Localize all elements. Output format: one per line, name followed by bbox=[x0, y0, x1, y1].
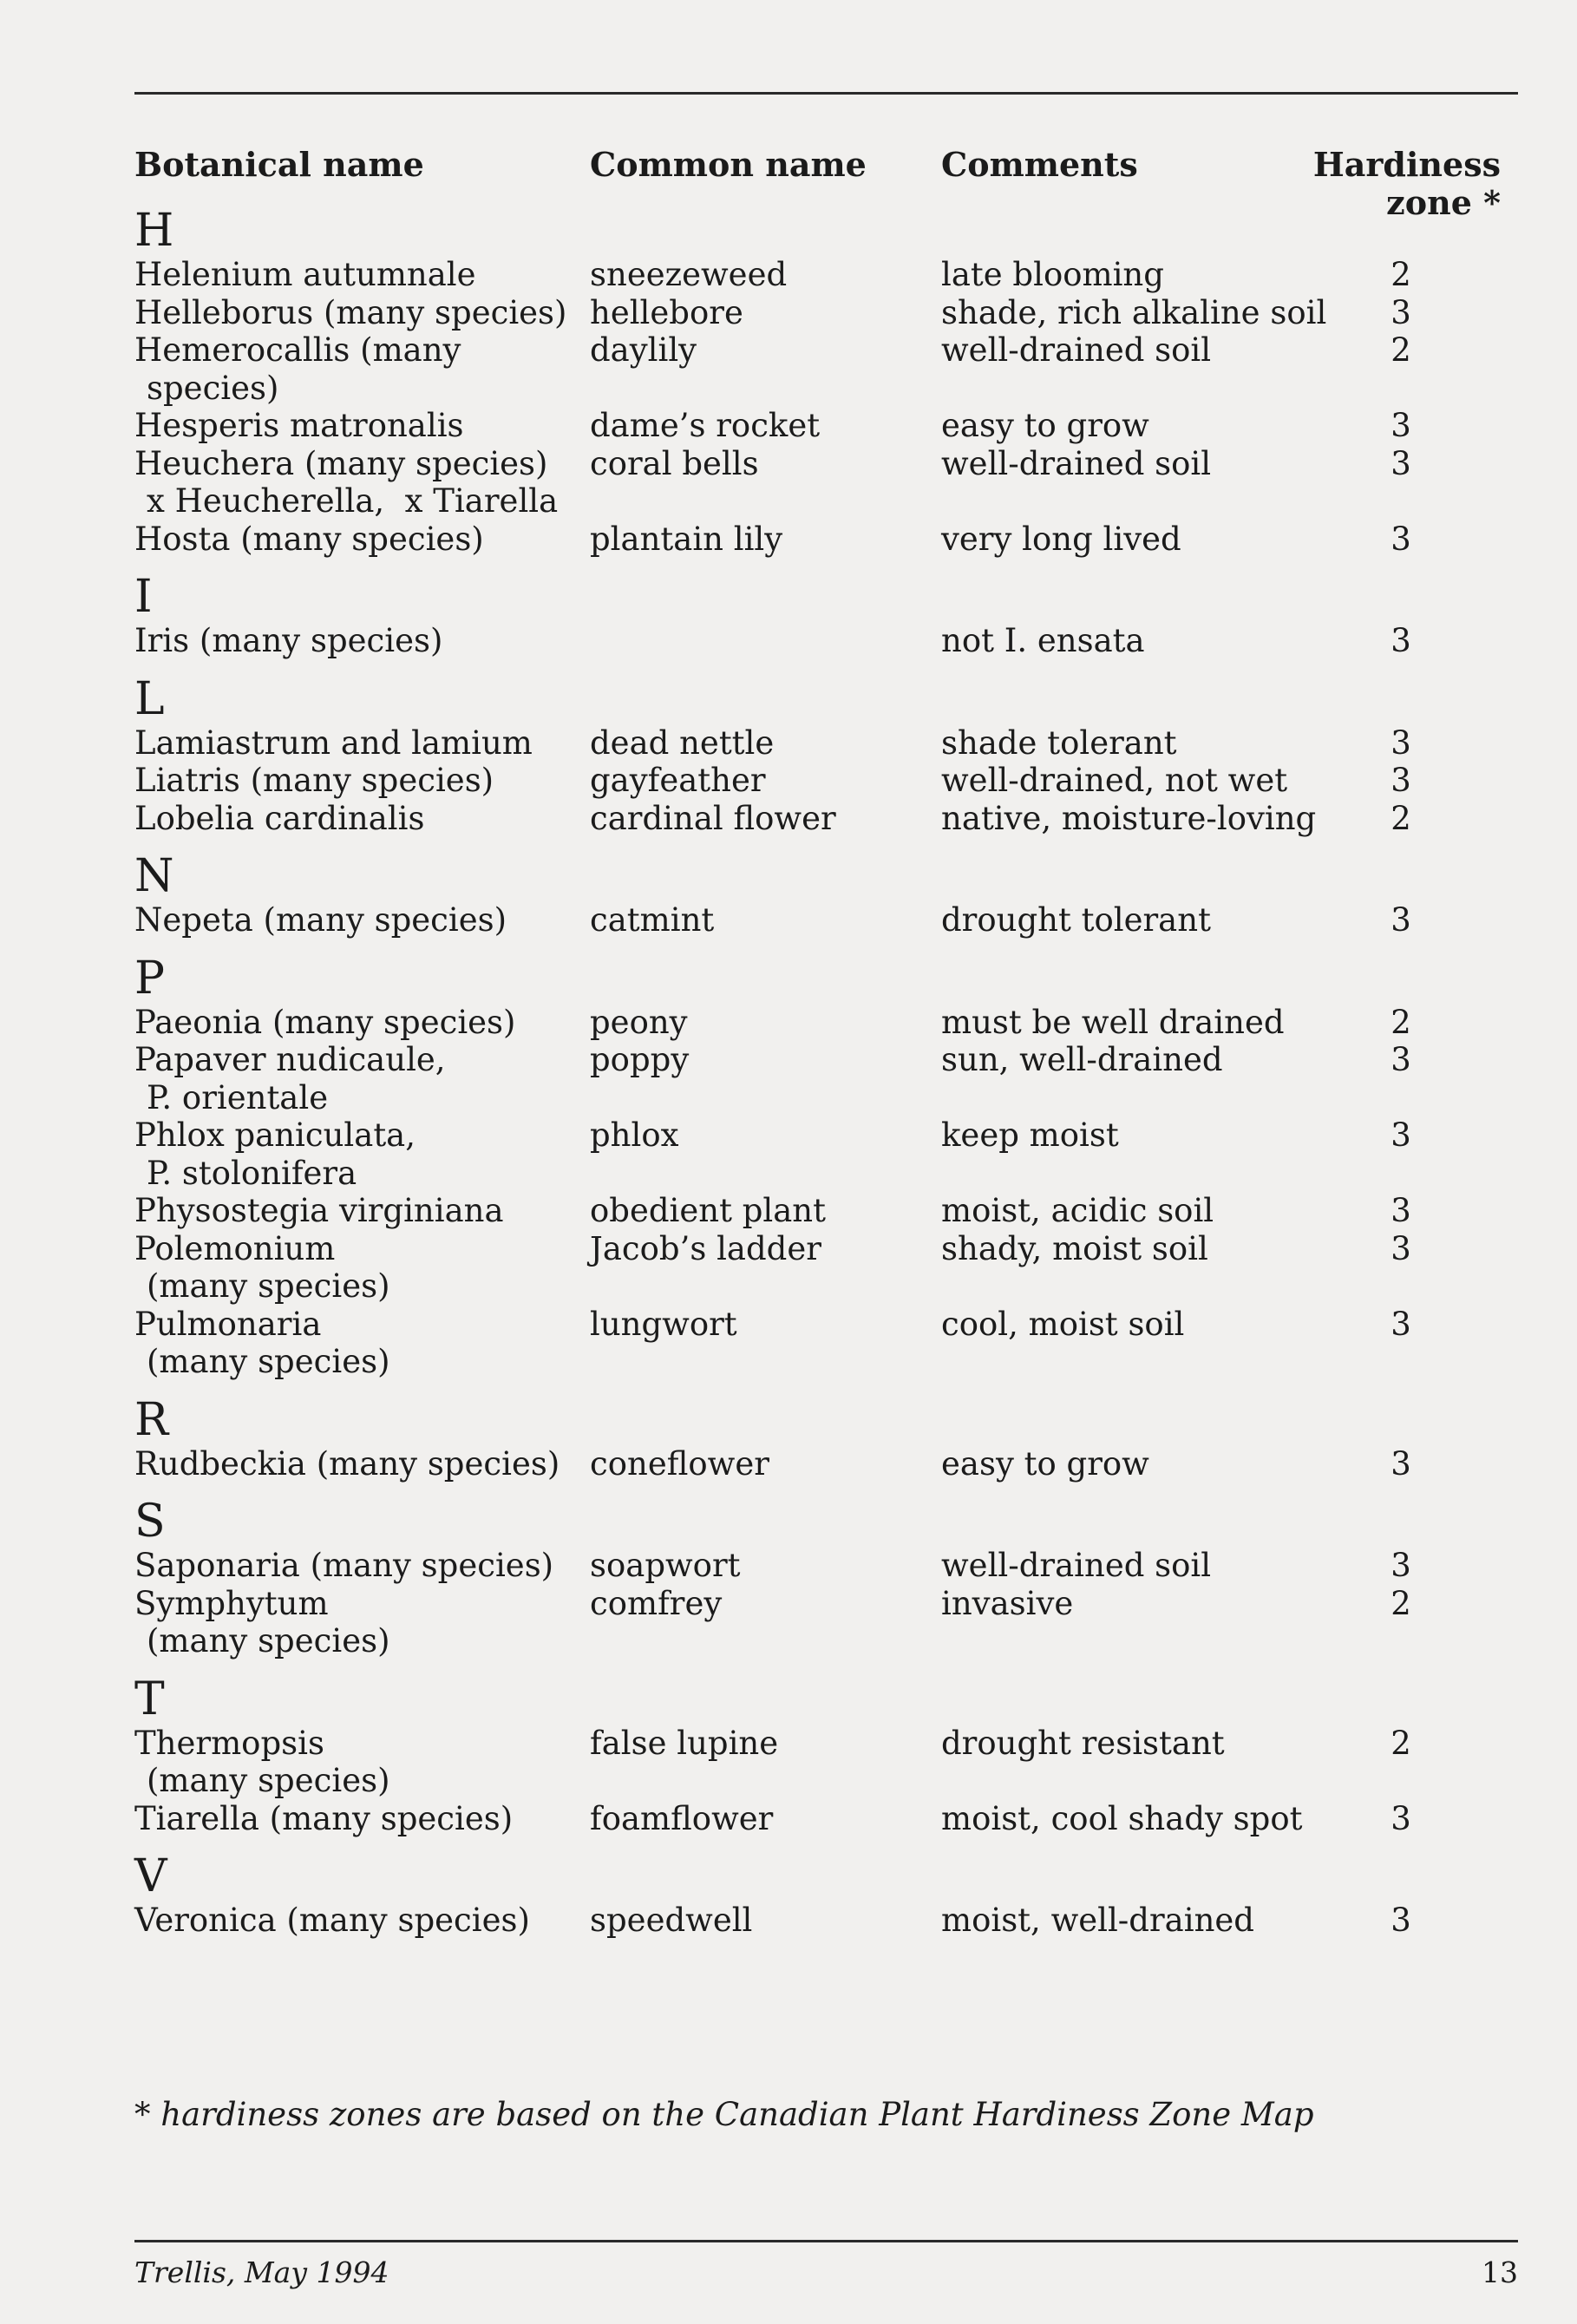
header-comments: Comments bbox=[941, 145, 1138, 184]
section-s bbox=[134, 1496, 1522, 1660]
table-row bbox=[134, 256, 1522, 294]
botanical-name-line: Heuchera (many species) bbox=[134, 444, 548, 482]
hardiness-zone: 3 bbox=[1391, 1041, 1411, 1078]
section-letter: T bbox=[134, 1673, 165, 1725]
botanical-name bbox=[134, 1116, 586, 1192]
common-name: false lupine bbox=[590, 1724, 779, 1762]
section-letter: R bbox=[134, 1393, 169, 1446]
comment: native, moisture-loving bbox=[941, 799, 1317, 837]
header-botanical-name: Botanical name bbox=[134, 145, 424, 184]
table-row bbox=[134, 622, 1522, 660]
botanical-name-continuation: (many species) bbox=[147, 1762, 390, 1799]
common-name: soapwort bbox=[590, 1547, 741, 1584]
botanical-name-line: Saponaria (many species) bbox=[134, 1547, 554, 1584]
section-v bbox=[134, 1851, 1522, 1940]
top-rule bbox=[134, 92, 1518, 95]
botanical-name-line: Lobelia cardinalis bbox=[134, 799, 425, 837]
table-row bbox=[134, 1004, 1522, 1042]
common-name: daylily bbox=[590, 331, 697, 369]
comment: well-drained soil bbox=[941, 1547, 1212, 1584]
comment: very long lived bbox=[941, 520, 1181, 558]
botanical-name-line: Symphytum bbox=[134, 1584, 329, 1622]
hardiness-zone: 3 bbox=[1391, 1305, 1411, 1343]
table-row bbox=[134, 1725, 1522, 1800]
hardiness-zone: 3 bbox=[1391, 520, 1411, 558]
hardiness-zone: 2 bbox=[1391, 799, 1411, 837]
hardiness-zone: 3 bbox=[1391, 1902, 1411, 1939]
botanical-name bbox=[134, 762, 586, 800]
section-letter: P bbox=[134, 952, 165, 1005]
table-row bbox=[134, 1547, 1522, 1585]
table-row bbox=[134, 1445, 1522, 1483]
botanical-name-line: Paeonia (many species) bbox=[134, 1003, 516, 1041]
comment: drought resistant bbox=[941, 1724, 1225, 1762]
header-common-name: Common name bbox=[590, 145, 867, 184]
table-row bbox=[134, 800, 1522, 838]
comment: well-drained soil bbox=[941, 444, 1212, 482]
botanical-name bbox=[134, 1041, 586, 1116]
header-hardiness-line1: Hardiness bbox=[1312, 145, 1501, 184]
botanical-name bbox=[134, 445, 586, 520]
botanical-name-line: Lamiastrum and lamium bbox=[134, 723, 533, 762]
table-row bbox=[134, 1041, 1522, 1116]
section-letter: S bbox=[134, 1496, 166, 1548]
table-row bbox=[134, 1116, 1522, 1192]
botanical-name-line: Helleborus (many species) bbox=[134, 293, 567, 331]
comment: late blooming bbox=[941, 256, 1164, 293]
botanical-name-line: Tiarella (many species) bbox=[134, 1799, 514, 1837]
botanical-name bbox=[134, 1725, 586, 1800]
table-row bbox=[134, 724, 1522, 763]
hardiness-zone: 3 bbox=[1391, 622, 1411, 659]
hardiness-zone: 2 bbox=[1391, 1003, 1411, 1041]
section-letter: I bbox=[134, 571, 153, 623]
footnote: * hardiness zones are based on the Canadian Plant Hardiness Zone Map bbox=[134, 2096, 1314, 2133]
comment: well-drained, not wet bbox=[941, 762, 1288, 799]
common-name: Jacob’s ladder bbox=[590, 1229, 821, 1267]
comment: keep moist bbox=[941, 1116, 1119, 1154]
botanical-name bbox=[134, 1585, 586, 1660]
hardiness-zone: 3 bbox=[1391, 1192, 1411, 1229]
botanical-name-continuation: P. stolonifera bbox=[147, 1154, 357, 1192]
common-name: foamflower bbox=[590, 1799, 774, 1837]
comment: moist, cool shady spot bbox=[941, 1799, 1303, 1837]
hardiness-zone: 3 bbox=[1391, 723, 1411, 762]
common-name: dead nettle bbox=[590, 723, 775, 762]
botanical-name-continuation: P. orientale bbox=[147, 1078, 329, 1116]
table-row bbox=[134, 407, 1522, 445]
section-l bbox=[134, 674, 1522, 838]
comment: shade tolerant bbox=[941, 723, 1177, 762]
comment: shady, moist soil bbox=[941, 1229, 1208, 1267]
botanical-name bbox=[134, 1306, 586, 1381]
table-row bbox=[134, 901, 1522, 939]
section-letter: L bbox=[134, 672, 165, 725]
comment: moist, well-drained bbox=[941, 1902, 1254, 1939]
botanical-name bbox=[134, 256, 586, 294]
hardiness-zone: 2 bbox=[1391, 1724, 1411, 1762]
botanical-name-line: Physostegia virginiana bbox=[134, 1192, 504, 1229]
common-name: gayfeather bbox=[590, 762, 766, 799]
common-name: coneflower bbox=[590, 1444, 769, 1483]
botanical-name-continuation: (many species) bbox=[147, 1267, 390, 1305]
section-letter: H bbox=[134, 205, 174, 257]
botanical-name-line: Iris (many species) bbox=[134, 622, 443, 659]
section-p bbox=[134, 953, 1522, 1381]
table-row bbox=[134, 331, 1522, 407]
botanical-name-line: Liatris (many species) bbox=[134, 762, 494, 799]
hardiness-zone: 3 bbox=[1391, 444, 1411, 482]
common-name: coral bells bbox=[590, 444, 759, 482]
common-name: lungwort bbox=[590, 1305, 737, 1343]
section-n bbox=[134, 851, 1522, 939]
botanical-name-line: Hesperis matronalis bbox=[134, 407, 464, 444]
comment: shade, rich alkaline soil bbox=[941, 293, 1327, 331]
header-hardiness-line2: zone * bbox=[1386, 183, 1501, 222]
hardiness-zone: 3 bbox=[1391, 762, 1411, 799]
hardiness-zone: 3 bbox=[1391, 1444, 1411, 1483]
comment: easy to grow bbox=[941, 407, 1149, 444]
section-i bbox=[134, 572, 1522, 660]
hardiness-zone: 3 bbox=[1391, 1116, 1411, 1154]
table-row bbox=[134, 520, 1522, 559]
botanical-name-continuation: x Heucherella, x Tiarella bbox=[147, 482, 559, 520]
common-name: sneezeweed bbox=[590, 256, 788, 293]
hardiness-zone: 3 bbox=[1391, 1229, 1411, 1267]
table-row bbox=[134, 445, 1522, 520]
botanical-name-line: Phlox paniculata, bbox=[134, 1116, 416, 1154]
botanical-name-line: Papaver nudicaule, bbox=[134, 1041, 446, 1078]
comment: must be well drained bbox=[941, 1003, 1285, 1041]
hardiness-zone: 2 bbox=[1391, 256, 1411, 293]
botanical-name bbox=[134, 622, 586, 660]
common-name: cardinal flower bbox=[590, 799, 836, 837]
botanical-name bbox=[134, 331, 586, 407]
comment: not I. ensata bbox=[941, 622, 1145, 659]
botanical-name-line: Hosta (many species) bbox=[134, 520, 484, 558]
comment: easy to grow bbox=[941, 1444, 1149, 1483]
hardiness-zone: 3 bbox=[1391, 1799, 1411, 1837]
common-name: comfrey bbox=[590, 1584, 723, 1622]
hardiness-zone: 3 bbox=[1391, 293, 1411, 331]
botanical-name bbox=[134, 1902, 586, 1940]
botanical-name bbox=[134, 407, 586, 445]
common-name: plantain lily bbox=[590, 520, 783, 558]
table-row bbox=[134, 1192, 1522, 1230]
botanical-name-line: Veronica (many species) bbox=[134, 1902, 530, 1939]
plant-table bbox=[134, 206, 1522, 1954]
common-name: obedient plant bbox=[590, 1192, 827, 1229]
comment: invasive bbox=[941, 1584, 1074, 1622]
comment: drought tolerant bbox=[941, 901, 1211, 939]
hardiness-zone: 2 bbox=[1391, 1584, 1411, 1622]
comment: well-drained soil bbox=[941, 331, 1212, 369]
page-number: 13 bbox=[1482, 2255, 1518, 2289]
hardiness-zone: 3 bbox=[1391, 407, 1411, 444]
publication-footer: Trellis, May 1994 bbox=[134, 2255, 389, 2289]
comment: moist, acidic soil bbox=[941, 1192, 1214, 1229]
comment: sun, well-drained bbox=[941, 1041, 1223, 1078]
section-letter: N bbox=[134, 850, 174, 902]
botanical-name bbox=[134, 520, 586, 559]
table-row bbox=[134, 1902, 1522, 1940]
botanical-name bbox=[134, 1445, 586, 1483]
common-name: hellebore bbox=[590, 293, 743, 331]
hardiness-zone: 2 bbox=[1391, 331, 1411, 369]
section-h bbox=[134, 206, 1522, 558]
hardiness-zone: 3 bbox=[1391, 901, 1411, 939]
botanical-name bbox=[134, 1230, 586, 1306]
botanical-name-line: Polemonium bbox=[134, 1229, 336, 1267]
section-r bbox=[134, 1395, 1522, 1483]
botanical-name bbox=[134, 800, 586, 838]
botanical-name-line: Pulmonaria bbox=[134, 1305, 322, 1343]
common-name: catmint bbox=[590, 901, 715, 939]
botanical-name bbox=[134, 1800, 586, 1838]
botanical-name-continuation: (many species) bbox=[147, 1622, 390, 1660]
botanical-name bbox=[134, 294, 586, 332]
section-letter: V bbox=[134, 1850, 167, 1902]
bottom-rule bbox=[134, 2240, 1518, 2242]
botanical-name bbox=[134, 1004, 586, 1042]
common-name: phlox bbox=[590, 1116, 679, 1154]
table-row bbox=[134, 1306, 1522, 1381]
table-row bbox=[134, 1585, 1522, 1660]
common-name: poppy bbox=[590, 1041, 690, 1078]
comment: cool, moist soil bbox=[941, 1305, 1185, 1343]
botanical-name bbox=[134, 1192, 586, 1230]
table-row bbox=[134, 1230, 1522, 1306]
botanical-name-continuation: species) bbox=[147, 369, 279, 407]
common-name: speedwell bbox=[590, 1902, 753, 1939]
botanical-name-line: Hemerocallis (many bbox=[134, 331, 461, 369]
botanical-name bbox=[134, 901, 586, 939]
table-row bbox=[134, 1800, 1522, 1838]
botanical-name-line: Rudbeckia (many species) bbox=[134, 1444, 560, 1483]
table-row bbox=[134, 762, 1522, 800]
table-row bbox=[134, 294, 1522, 332]
common-name: peony bbox=[590, 1003, 688, 1041]
botanical-name-line: Nepeta (many species) bbox=[134, 901, 507, 939]
botanical-name bbox=[134, 1547, 586, 1585]
botanical-name bbox=[134, 724, 586, 763]
botanical-name-line: Helenium autumnale bbox=[134, 256, 476, 293]
common-name: dame’s rocket bbox=[590, 407, 821, 444]
botanical-name-line: Thermopsis bbox=[134, 1724, 324, 1762]
hardiness-zone: 3 bbox=[1391, 1547, 1411, 1584]
section-t bbox=[134, 1674, 1522, 1838]
botanical-name-continuation: (many species) bbox=[147, 1343, 390, 1380]
